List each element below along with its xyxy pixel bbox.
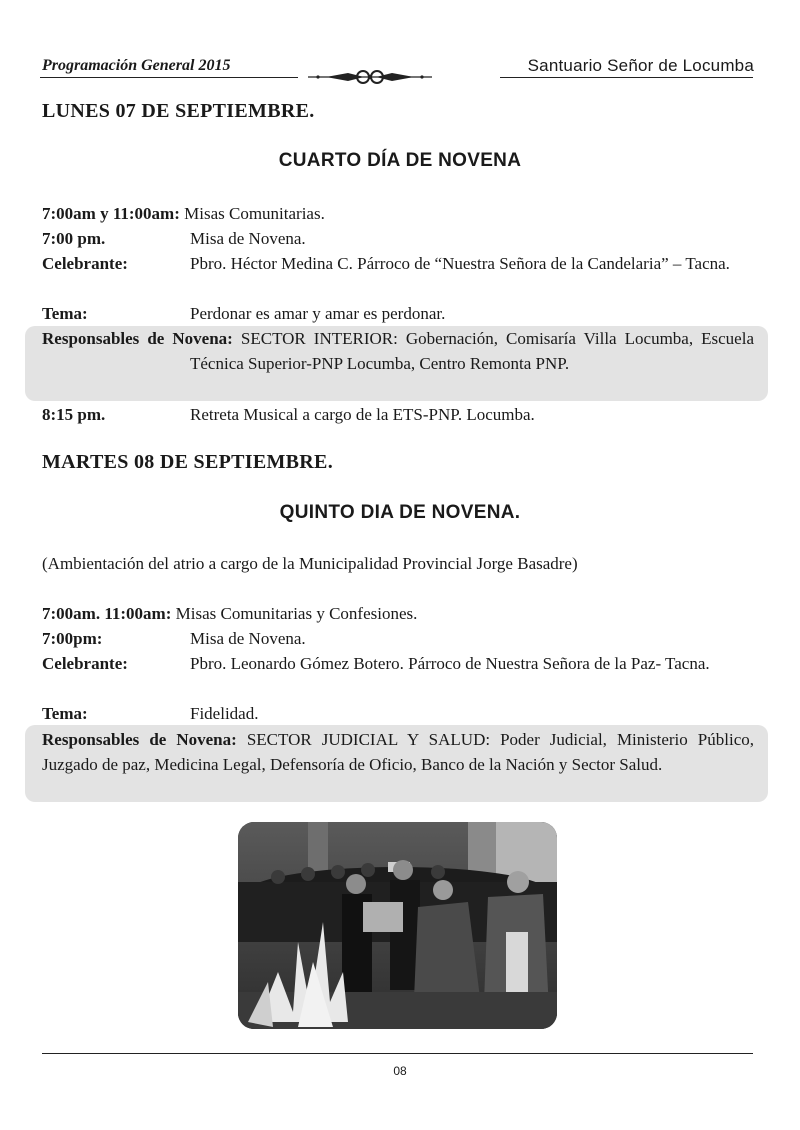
schedule-row-novena: [42, 627, 754, 652]
schedule-row-celebrant: [42, 252, 754, 302]
ornament-icon: [308, 66, 432, 88]
header-sanctuary-name: Santuario Señor de Locumba: [527, 56, 754, 75]
responsible-text: SECTOR INTERIOR: Gobernación, Comisaría Villa Locumba, Escuela Técnica Superior-PNP Locumba, Centro Remonta PNP.: [190, 329, 754, 373]
novena-day-title-5: QUINTO DIA DE NOVENA.: [279, 502, 521, 523]
responsible-paragraph: [42, 728, 754, 777]
schedule-row-theme: [42, 702, 754, 727]
schedule-label: Celebrante:: [42, 254, 128, 273]
schedule-row-novena: [42, 227, 754, 252]
schedule-label: 8:15 pm.: [42, 405, 106, 424]
schedule-text: Fidelidad.: [190, 704, 259, 723]
footer-divider: [42, 1053, 753, 1054]
schedule-row-retreta: [42, 403, 754, 428]
schedule-label: 7:00pm:: [42, 629, 103, 648]
schedule-text: Misa de Novena.: [190, 229, 306, 248]
responsible-label: Responsables de Novena:: [42, 329, 233, 348]
responsible-label: Responsables de Novena:: [42, 730, 237, 749]
schedule-label: Celebrante:: [42, 654, 128, 673]
page-number: 08: [393, 1064, 407, 1078]
day-heading-monday: LUNES 07 DE SEPTIEMBRE.: [42, 100, 315, 122]
schedule-row-masses: [42, 202, 754, 227]
header-divider-left: [40, 77, 298, 78]
schedule-label: Tema:: [42, 704, 88, 723]
header-divider-right: [500, 77, 753, 78]
schedule-row-theme: [42, 302, 754, 327]
schedule-label: Tema:: [42, 304, 88, 323]
schedule-label: 7:00 pm.: [42, 229, 106, 248]
responsible-paragraph: [42, 327, 754, 376]
ceremony-photo: [238, 822, 557, 1029]
schedule-text: Retreta Musical a cargo de la ETS-PNP. Locumba.: [190, 405, 535, 424]
schedule-row-masses: [42, 602, 754, 627]
header-publication-title: Programación General 2015: [42, 57, 231, 74]
schedule-text: Misas Comunitarias y Confesiones.: [171, 604, 418, 623]
responsible-text: SECTOR JUDICIAL Y SALUD: Poder Judicial, Ministerio Público, Juzgado de paz, Medicina Legal, Defensoría de Oficio, Banco de la Nación y Sector Salud.: [42, 730, 755, 774]
schedule-text: Perdonar es amar y amar es perdonar.: [190, 304, 446, 323]
schedule-text: Misa de Novena.: [190, 629, 306, 648]
schedule-text: Pbro. Leonardo Gómez Botero. Párroco de Nuestra Señora de la Paz- Tacna.: [190, 654, 710, 673]
schedule-text: Pbro. Héctor Medina C. Párroco de “Nuestra Señora de la Candelaria” – Tacna.: [190, 254, 730, 273]
day-heading-tuesday: MARTES 08 DE SEPTIEMBRE.: [42, 451, 333, 473]
schedule-label: 7:00am. 11:00am:: [42, 604, 172, 623]
schedule-label: 7:00am y 11:00am:: [42, 204, 180, 223]
schedule-text: Misas Comunitarias.: [179, 204, 325, 223]
ambience-note: (Ambientación del atrio a cargo de la Municipalidad Provincial Jorge Basadre): [42, 554, 578, 573]
schedule-row-celebrant: [42, 652, 754, 702]
novena-day-title-4: CUARTO DÍA DE NOVENA: [278, 150, 522, 171]
